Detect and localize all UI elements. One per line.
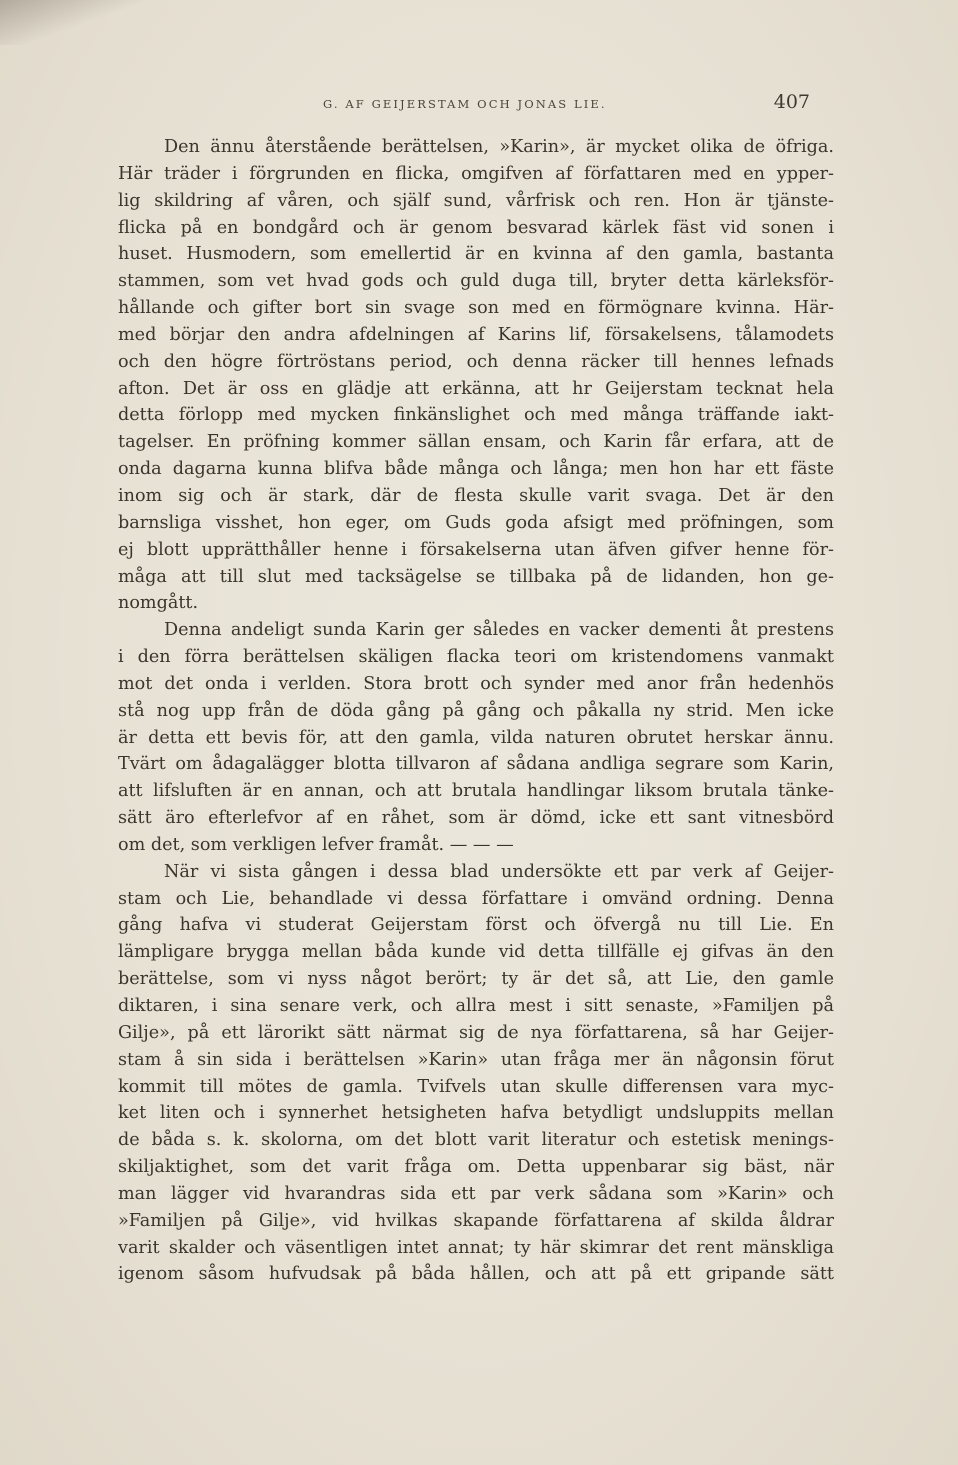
text-line: kommit till mötes de gamla. Tvifvels utan skulle differensen vara myc-	[118, 1076, 834, 1097]
text-line: sätt äro efterlefvor af en råhet, som är dömd, icke ett sant vitnesbörd	[118, 808, 834, 829]
body-text	[118, 134, 834, 1288]
text-line: att lifsluften är en annan, och att brutala handlingar liksom brutala tänke-	[118, 781, 834, 802]
text-line: Denna andeligt sunda Karin ger således en vacker dementi åt prestens	[164, 620, 834, 641]
text-line: stammen, som vet hvad gods och guld duga till, bryter detta kärleksför-	[118, 271, 834, 292]
text-line: om det, som verkligen lefver framåt. — — —	[118, 834, 514, 855]
text-line: med börjar den andra afdelningen af Karins lif, försakelsens, tålamodets	[118, 324, 834, 345]
text-line: diktaren, i sina senare verk, och allra mest i sitt senaste, »Familjen på	[118, 996, 834, 1016]
text-line: i den förra berättelsen skäligen flacka teori om kristendomens vanmakt	[118, 647, 834, 668]
text-line: stam å sin sida i berättelsen »Karin» utan fråga mer än någonsin förut	[118, 1049, 834, 1070]
page-number: 407	[773, 91, 810, 113]
text-line: afton. Det är oss en glädje att erkänna, att hr Geijerstam tecknat hela	[118, 378, 834, 399]
text-line: onda dagarna kunna blifva både många och långa; men hon har ett fäste	[118, 459, 834, 480]
text-line: Den ännu återstående berättelsen, »Karin», är mycket olika de öfriga.	[164, 137, 834, 157]
text-line: lig skildring af våren, och själf sund, vårfrisk och ren. Hon är tjänste-	[118, 190, 834, 211]
text-line: huset. Husmodern, som emellertid är en kvinna af den gamla, bastanta	[118, 244, 834, 265]
text-line: Gilje», på ett lärorikt sätt närmat sig de nya författarena, så har Geijer-	[118, 1022, 834, 1043]
running-head: G. AF GEIJERSTAM OCH JONAS LIE.	[323, 97, 607, 111]
text-line: ej blott upprätthåller henne i försakelserna utan äfven gifver henne för-	[118, 539, 834, 560]
text-line: nomgått.	[118, 593, 199, 614]
text-line: skiljaktighet, som det varit fråga om. Detta uppenbarar sig bäst, när	[118, 1157, 834, 1178]
text-line: inom sig och är stark, där de flesta skulle varit svaga. Det är den	[118, 485, 834, 506]
text-line: de båda s. k. skolorna, om det blott varit literatur och estetisk menings-	[118, 1130, 834, 1151]
text-line: tagelser. En pröfning kommer sällan ensam, och Karin får erfara, att de	[118, 432, 834, 453]
text-line: detta förlopp med mycken finkänslighet och med många träffande iakt-	[118, 405, 834, 426]
text-line: och den högre förtröstans period, och denna räcker till hennes lefnads	[118, 351, 834, 372]
text-line: flicka på en bondgård och är genom besvarad kärlek fäst vid sonen i	[118, 217, 834, 238]
text-line: barnsliga visshet, hon eger, om Guds goda afsigt med pröfningen, som	[118, 512, 834, 533]
page-header	[118, 91, 812, 121]
text-line: stam och Lie, behandlade vi dessa författare i omvänd ordning. Denna	[118, 888, 834, 909]
text-line: ket liten och i synnerhet hetsigheten hafva betydligt undsluppits mellan	[118, 1103, 834, 1124]
scan-corner-shadow	[0, 0, 150, 45]
text-line: varit skalder och väsentligen intet annat; ty här skimrar det rent mänskliga	[118, 1237, 834, 1258]
text-line: måga att till slut med tacksägelse se tillbaka på de lidanden, hon ge-	[118, 566, 834, 587]
text-line: stå nog upp från de döda gång på gång och påkalla ny strid. Men icke	[118, 700, 834, 721]
text-line: berättelse, som vi nyss något berört; ty är det så, att Lie, den gamle	[118, 969, 834, 990]
text-line: är detta ett bevis för, att den gamla, vilda naturen obrutet herskar ännu.	[118, 727, 834, 748]
text-line: »Familjen på Gilje», vid hvilkas skapande författarena af skilda åldrar	[118, 1210, 834, 1231]
text-line: gång hafva vi studerat Geijerstam först och öfvergå nu till Lie. En	[118, 915, 834, 936]
text-line: lämpligare brygga mellan båda kunde vid detta tillfälle ej gifvas än den	[118, 942, 834, 963]
text-line: hållande och gifter bort sin svage son med en förmögnare kvinna. Här-	[118, 298, 834, 319]
text-line: När vi sista gången i dessa blad undersökte ett par verk af Geijer-	[164, 861, 834, 882]
text-line: Tvärt om ådagalägger blotta tillvaron af sådana andliga segrare som Karin,	[118, 754, 834, 775]
text-line: Här träder i förgrunden en flicka, omgifven af författaren med en ypper-	[118, 163, 834, 184]
text-line: mot det onda i verlden. Stora brott och synder med anor från hedenhös	[118, 673, 834, 694]
text-line: man lägger vid hvarandras sida ett par verk sådana som »Karin» och	[118, 1183, 834, 1204]
text-line: igenom såsom hufvudsak på båda hållen, och att på ett gripande sätt	[118, 1264, 834, 1285]
